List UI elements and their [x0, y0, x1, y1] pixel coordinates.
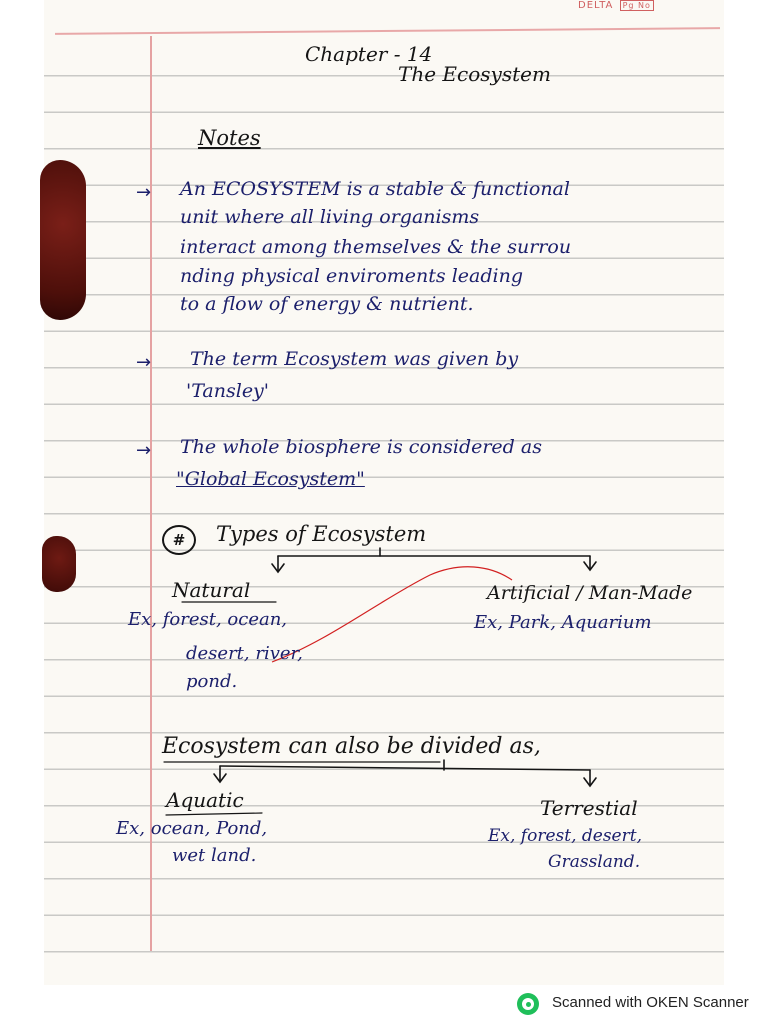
chapter-number: Chapter - 14 — [305, 42, 433, 66]
natural-examples-line-1: Ex, forest, ocean, — [128, 609, 288, 630]
types-heading: Types of Ecosystem — [216, 522, 427, 546]
point-1-line-3: interact among themselves & the surrou — [180, 236, 572, 258]
scanner-watermark-text: Scanned with OKEN Scanner — [552, 994, 749, 1011]
terrestrial-examples-line-2: Grassland. — [548, 852, 641, 872]
point-3-line-1: The whole biosphere is considered as — [180, 436, 542, 458]
terrestrial-label: Terrestial — [540, 796, 638, 820]
natural-examples-line-3: pond. — [186, 671, 238, 692]
artificial-examples: Ex, Park, Aquarium — [474, 612, 652, 633]
point-3-line-2: "Global Ecosystem" — [176, 468, 365, 490]
aquatic-label: Aquatic — [166, 788, 244, 812]
bullet-arrow-icon: → — [136, 440, 152, 461]
artificial-label: Artificial / Man-Made — [487, 582, 693, 604]
aquatic-underline — [166, 813, 262, 815]
terrestrial-examples-line-1: Ex, forest, desert, — [488, 826, 642, 846]
bullet-arrow-icon: → — [136, 182, 152, 203]
point-1-line-4: nding physical enviroments leading — [180, 265, 523, 287]
natural-label: Natural — [172, 578, 251, 602]
point-1-line-5: to a flow of energy & nutrient. — [180, 293, 474, 315]
brand-name: DELTA — [578, 0, 614, 11]
chapter-title: The Ecosystem — [398, 62, 551, 86]
aquatic-examples-line-1: Ex, ocean, Pond, — [116, 818, 268, 839]
hash-icon: # — [162, 525, 196, 555]
division-heading: Ecosystem can also be divided as, — [162, 734, 541, 759]
bullet-arrow-icon: → — [136, 352, 152, 373]
point-2-line-2: 'Tansley' — [186, 380, 270, 402]
scanner-logo-dot — [526, 1002, 531, 1007]
division-branch-line — [220, 766, 590, 770]
point-2-line-1: The term Ecosystem was given by — [190, 348, 519, 370]
point-1-line-2: unit where all living organisms — [180, 206, 480, 228]
natural-examples-line-2: desert, river, — [186, 643, 303, 664]
aquatic-examples-line-2: wet land. — [172, 845, 257, 866]
page-number-box: Pg No — [620, 0, 654, 11]
notes-heading: Notes — [198, 126, 261, 150]
point-1-line-1: An ECOSYSTEM is a stable & functional — [180, 178, 570, 200]
